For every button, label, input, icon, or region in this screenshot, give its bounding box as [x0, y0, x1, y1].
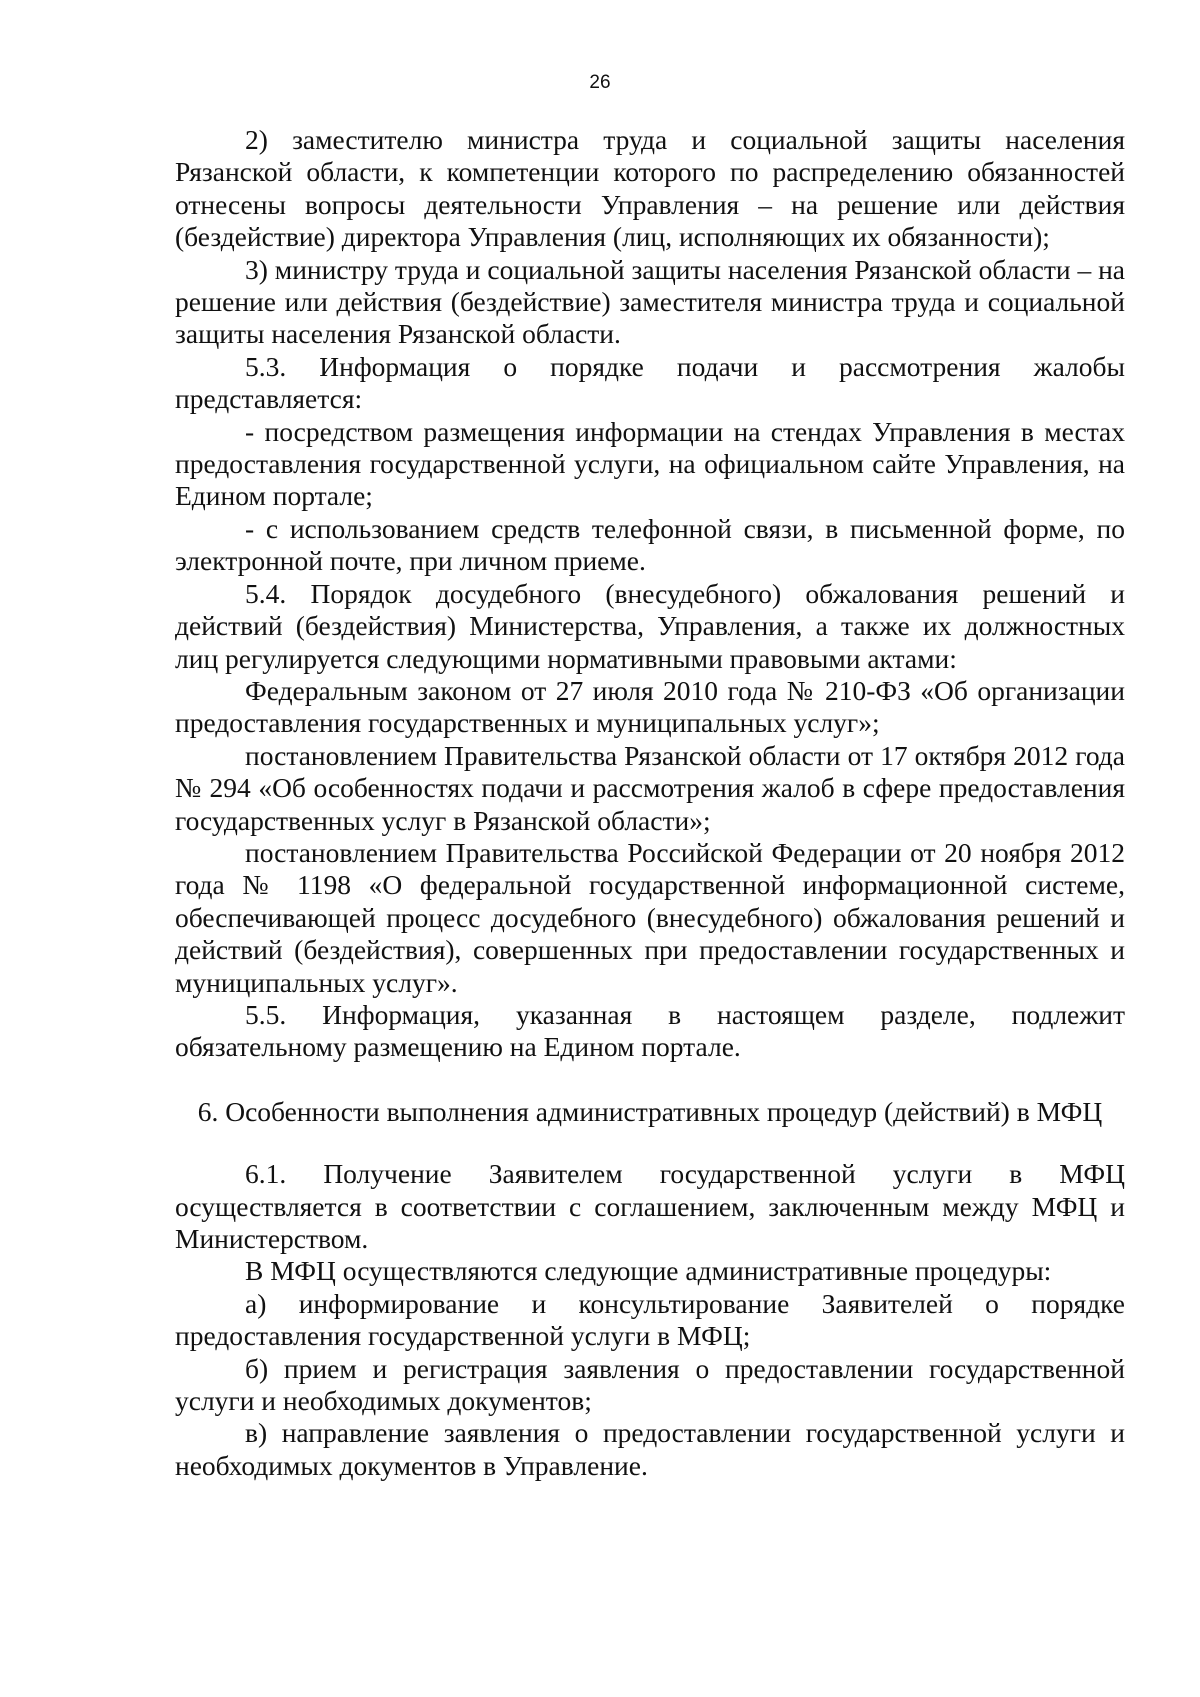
- paragraph-5-3-bullet-1: - посредством размещения информации на стендах Управления в местах предоставления государственной услуги, на официальном сайте Управления, на Едином портале;: [175, 415, 1125, 512]
- paragraph-5-4-law-3: постановлением Правительства Российской Федерации от 20 ноября 2012 года № 1198 «О федеральной государственной информационной системе, обеспечивающей процесс досудебного (внесудебного) обжалования решений и действий (бездействия), совершенных при предоставлении государственных и муниципальных услуг».: [175, 836, 1125, 998]
- paragraph-6-1-item-b: б) прием и регистрация заявления о предоставлении государственной услуги и необходимых документов;: [175, 1352, 1125, 1417]
- paragraph-6-1-item-c: в) направление заявления о предоставлении государственной услуги и необходимых документов в Управление.: [175, 1417, 1125, 1481]
- paragraph-6-1-procedures-intro: В МФЦ осуществляются следующие административные процедуры:: [245, 1255, 1052, 1287]
- paragraph-5-3: 5.3. Информация о порядке подачи и рассмотрения жалобы представляется:: [175, 350, 1125, 415]
- section-6-heading: 6. Особенности выполнения административных процедур (действий) в МФЦ: [197, 1095, 1103, 1127]
- paragraph-5-4: 5.4. Порядок досудебного (внесудебного) обжалования решений и действий (бездействия) Министерства, Управления, а также их должностных лиц регулируется следующими нормативными правовыми актами:: [175, 577, 1125, 674]
- paragraph-5-4-law-1: Федеральным законом от 27 июля 2010 года № 210-ФЗ «Об организации предоставления государственных и муниципальных услуг»;: [175, 674, 1125, 739]
- paragraph-5-4-law-2: постановлением Правительства Рязанской области от 17 октября 2012 года № 294 «Об особенностях подачи и рассмотрения жалоб в сфере предоставления государственных услуг в Рязанской области»;: [175, 739, 1125, 836]
- document-body: [175, 124, 1125, 1482]
- paragraph-6-1-item-a: а) информирование и консультирование Заявителей о порядке предоставления государственной услуги в МФЦ;: [175, 1287, 1125, 1352]
- paragraph-6-1: 6.1. Получение Заявителем государственной услуги в МФЦ осуществляется в соответствии с соглашением, заключенным между МФЦ и Министерством.: [175, 1158, 1125, 1254]
- page-number: 26: [589, 72, 611, 93]
- paragraph-5-2-item-3: 3) министру труда и социальной защиты населения Рязанской области – на решение или действия (бездействие) заместителя министра труда и социальной защиты населения Рязанской области.: [175, 253, 1125, 350]
- paragraph-5-3-bullet-2: - с использованием средств телефонной связи, в письменной форме, по электронной почте, при личном приеме.: [175, 512, 1125, 577]
- paragraph-5-5: 5.5. Информация, указанная в настоящем разделе, подлежит обязательному размещению на Едином портале.: [175, 998, 1125, 1063]
- paragraph-5-2-item-2: 2) заместителю министра труда и социальной защиты населения Рязанской области, к компетенции которого по распределению обязанностей отнесены вопросы деятельности Управления – на решение или действия (бездействие) директора Управления (лиц, исполняющих их обязанности);: [175, 124, 1125, 253]
